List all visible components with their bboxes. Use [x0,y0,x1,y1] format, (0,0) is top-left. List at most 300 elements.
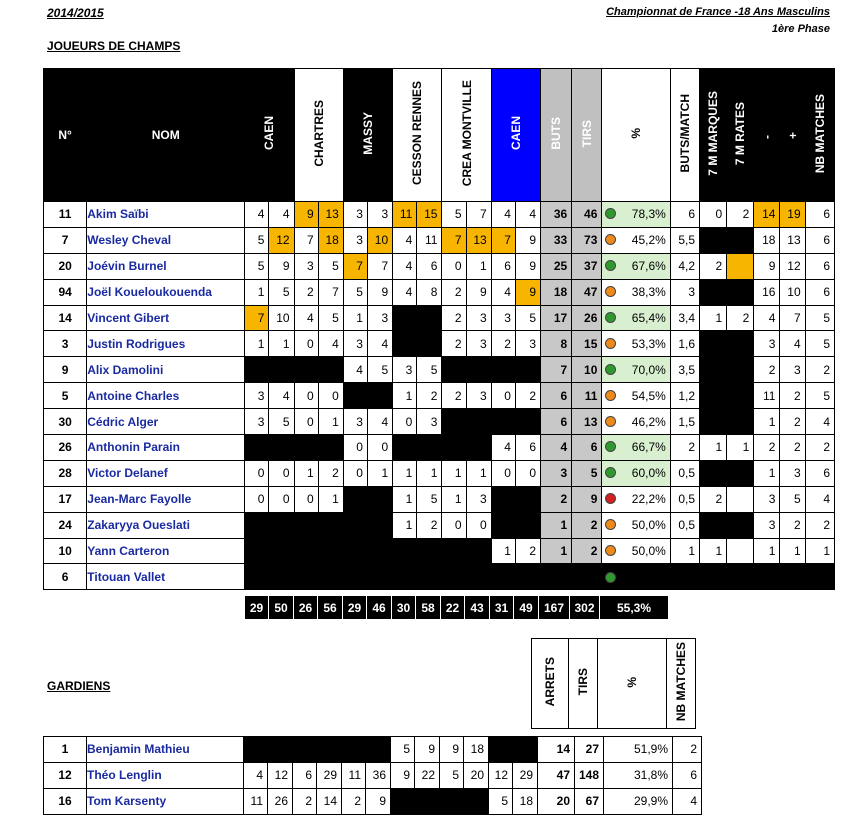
tirs-cell: 46 [572,202,602,228]
match-stat: 3 [294,253,318,279]
arrets-cell: 47 [538,762,575,788]
match-stat: 1 [343,305,367,331]
match-stat: 22 [415,762,440,788]
player-row [44,305,835,331]
col-buts: BUTS [541,69,572,202]
col-7m-rates: 7 M RATES [727,69,754,202]
match-stat: 9 [294,202,318,228]
player-number: 7 [44,227,87,253]
match-stat: 1 [442,486,466,512]
player-number: 6 [44,564,87,590]
total-cell: 29 [245,596,269,620]
match-stat: 5 [440,762,464,788]
nb-matches-cell: 2 [805,435,834,461]
player-row [44,409,835,435]
total-cell: 302 [570,596,600,620]
minus-cell: 3 [754,486,780,512]
match-stat [367,486,392,512]
7m-marques-cell [700,227,727,253]
match-stat: 1 [466,460,491,486]
orange-status-icon [605,338,616,349]
green-status-icon [605,441,616,452]
player-name: Alix Damolini [87,357,245,383]
match-stat: 9 [366,788,391,814]
match-stat [466,357,491,383]
match-stat: 7 [466,202,491,228]
tirs-cell: 6 [572,435,602,461]
phase-label: 1ère Phase [771,23,830,35]
match-stat: 0 [466,512,491,538]
match-stat [294,564,318,590]
green-status-icon [605,208,616,219]
pct-value: 50,0% [631,544,666,559]
col-7m-marques: 7 M MARQUES [700,69,727,202]
buts-match-cell: 3 [670,279,699,305]
keeper-tirs-cell: 67 [575,788,604,814]
match-stat: 0 [367,435,392,461]
match-stat: 2 [417,512,442,538]
minus-cell [754,564,780,590]
player-number: 28 [44,460,87,486]
green-status-icon [605,467,616,478]
pct-value: 45,2% [631,233,666,248]
player-number: 10 [44,538,87,564]
match-stat: 9 [515,227,540,253]
match-stat: 9 [440,737,464,763]
player-row [44,279,835,305]
buts-match-cell: 4,2 [670,253,699,279]
tirs-cell: 47 [572,279,602,305]
match-stat: 0 [269,486,294,512]
tirs-cell [572,564,602,590]
nb-matches-cell: 6 [805,253,834,279]
nb-matches-cell: 6 [805,460,834,486]
match-stat [515,512,540,538]
match-stat [269,435,294,461]
match-stat [294,357,318,383]
match-stat [417,435,442,461]
buts-cell: 8 [541,331,572,357]
match-stat: 4 [318,331,343,357]
pct-value: 65,4% [631,311,666,325]
orange-status-icon [605,234,616,245]
match-stat: 1 [367,460,392,486]
match-stat: 5 [245,227,269,253]
minus-cell: 18 [754,227,780,253]
match-stat [442,564,466,590]
match-stat [393,331,417,357]
pct-cell [602,512,670,538]
buts-match-cell [670,564,699,590]
match-stat: 5 [367,357,392,383]
7m-rates-cell: 1 [727,435,754,461]
match-stat: 15 [417,202,442,228]
pct-cell [602,253,670,279]
match-stat: 3 [343,331,367,357]
match-stat: 14 [317,788,342,814]
match-stat: 12 [268,762,293,788]
match-stat [464,788,489,814]
match-stat: 2 [294,279,318,305]
match-stat: 10 [367,227,392,253]
match-stat [367,512,392,538]
player-row [44,460,835,486]
keeper-nb-cell: 6 [673,762,702,788]
match-stat: 0 [294,409,318,435]
match-stat [343,512,367,538]
match-stat: 8 [417,279,442,305]
match-stat: 2 [491,331,515,357]
nb-matches-cell: 1 [805,538,834,564]
match-stat [442,409,466,435]
match-stat: 36 [366,762,391,788]
plus-cell: 10 [780,279,805,305]
player-name: Wesley Cheval [87,227,245,253]
buts-match-cell: 1,2 [670,383,699,409]
match-stat: 3 [466,305,491,331]
match-stat: 3 [466,383,491,409]
match-stat: 3 [367,305,392,331]
match-stat [294,538,318,564]
match-stat [343,538,367,564]
minus-cell: 3 [754,331,780,357]
plus-cell: 2 [780,435,805,461]
match-stat: 5 [318,305,343,331]
player-name: Joël Koueloukouenda [87,279,245,305]
total-cell: 26 [294,596,318,620]
player-number: 24 [44,512,87,538]
pct-cell [602,460,670,486]
match-stat [367,538,392,564]
7m-marques-cell: 2 [700,253,727,279]
match-stat [491,564,515,590]
match-stat [466,538,491,564]
match-stat [466,409,491,435]
orange-status-icon [605,519,616,530]
pct-value: 78,3% [631,207,666,222]
match-stat: 1 [318,486,343,512]
orange-status-icon [605,416,616,427]
player-row [44,227,835,253]
buts-cell: 33 [541,227,572,253]
minus-cell: 1 [754,538,780,564]
col-tirs: TIRS [572,69,602,202]
nb-matches-cell: 5 [805,331,834,357]
match-stat [491,512,515,538]
match-stat: 13 [466,227,491,253]
7m-marques-cell [700,383,727,409]
match-stat [417,564,442,590]
match-stat [466,435,491,461]
match-stat: 18 [513,788,538,814]
match-stat: 5 [391,737,415,763]
total-cell: 29 [343,596,367,620]
match-stat: 0 [515,460,540,486]
nb-matches-cell: 6 [805,202,834,228]
tirs-cell: 2 [572,512,602,538]
match-stat [318,435,343,461]
player-row [44,202,835,228]
buts-cell: 18 [541,279,572,305]
championship-title: Championnat de France -18 Ans Masculins [606,6,830,18]
player-number: 5 [44,383,87,409]
match-stat: 6 [491,253,515,279]
match-stat [269,538,294,564]
match-stat: 9 [515,279,540,305]
match-stat: 6 [293,762,317,788]
match-stat: 6 [515,435,540,461]
pct-value: 53,3% [631,336,666,351]
match-stat: 2 [515,538,540,564]
plus-cell: 12 [780,253,805,279]
nb-matches-cell [805,564,834,590]
col-team-4: CESSON RENNES [393,69,442,202]
match-stat: 4 [343,357,367,383]
totals-row [244,595,669,620]
7m-marques-cell: 1 [700,305,727,331]
plus-cell: 2 [780,383,805,409]
match-stat: 7 [367,253,392,279]
col-buts-match: BUTS/MATCH [670,69,699,202]
match-stat: 4 [393,279,417,305]
match-stat [442,357,466,383]
player-row [44,564,835,590]
player-number: 11 [44,202,87,228]
match-stat: 5 [442,202,466,228]
7m-marques-cell [700,512,727,538]
plus-cell: 1 [780,538,805,564]
7m-marques-cell [700,564,727,590]
player-row [44,512,835,538]
player-name: Justin Rodrigues [87,331,245,357]
match-stat [244,737,268,763]
match-stat: 18 [464,737,489,763]
match-stat [245,564,269,590]
match-stat [393,564,417,590]
col-pct: % [602,69,670,202]
field-players-table [43,68,835,590]
pct-value: 66,7% [631,440,666,455]
7m-rates-cell [727,486,754,512]
pct-value: 46,2% [631,414,666,429]
match-stat [269,564,294,590]
minus-cell: 9 [754,253,780,279]
match-stat: 9 [269,253,294,279]
pct-value: 54,5% [631,388,666,403]
col-keeper-pct: % [598,639,667,729]
buts-match-cell: 3,5 [670,357,699,383]
buts-match-cell: 0,5 [670,512,699,538]
tirs-cell: 13 [572,409,602,435]
total-cell: 49 [514,596,539,620]
buts-cell: 1 [541,538,572,564]
7m-rates-cell [727,331,754,357]
minus-cell: 1 [754,409,780,435]
pct-cell [602,305,670,331]
col-name: NOM [87,69,245,202]
match-stat: 1 [245,279,269,305]
match-stat [294,435,318,461]
match-stat [245,435,269,461]
match-stat: 1 [491,538,515,564]
col-plus: + [780,69,805,202]
7m-rates-cell [727,512,754,538]
plus-cell: 3 [780,460,805,486]
col-team-6: CAEN [491,69,540,202]
match-stat: 3 [466,486,491,512]
tirs-cell: 15 [572,331,602,357]
buts-match-cell: 1,5 [670,409,699,435]
match-stat: 5 [343,279,367,305]
player-name: Zakaryya Oueslati [87,512,245,538]
match-stat [268,737,293,763]
minus-cell: 3 [754,512,780,538]
match-stat: 1 [393,460,417,486]
player-number: 26 [44,435,87,461]
match-stat: 0 [245,460,269,486]
match-stat: 4 [491,279,515,305]
match-stat: 0 [269,460,294,486]
pct-cell [602,357,670,383]
7m-rates-cell: 2 [727,202,754,228]
match-stat [318,512,343,538]
match-stat: 5 [417,486,442,512]
7m-marques-cell [700,279,727,305]
buts-cell: 36 [541,202,572,228]
match-stat: 4 [269,202,294,228]
match-stat: 5 [245,253,269,279]
match-stat: 4 [515,202,540,228]
player-row [44,357,835,383]
7m-rates-cell [727,564,754,590]
match-stat: 1 [393,383,417,409]
green-status-icon [605,572,616,583]
pct-value: 70,0% [631,362,666,377]
total-cell: 58 [416,596,441,620]
match-stat: 0 [294,486,318,512]
match-stat: 11 [393,202,417,228]
pct-cell [602,383,670,409]
green-status-icon [605,260,616,271]
buts-cell: 2 [541,486,572,512]
pct-cell [602,202,670,228]
match-stat [415,788,440,814]
match-stat: 3 [343,202,367,228]
minus-cell: 11 [754,383,780,409]
nb-matches-cell: 6 [805,279,834,305]
player-row [44,253,835,279]
nb-matches-cell: 2 [805,357,834,383]
plus-cell: 2 [780,409,805,435]
7m-rates-cell: 2 [727,305,754,331]
match-stat: 5 [489,788,513,814]
match-stat [318,357,343,383]
buts-cell [541,564,572,590]
match-stat: 1 [417,460,442,486]
match-stat: 9 [391,762,415,788]
match-stat [417,305,442,331]
keeper-tirs-cell: 27 [575,737,604,763]
buts-cell: 7 [541,357,572,383]
match-stat: 2 [442,331,466,357]
match-stat [466,564,491,590]
player-name: Titouan Vallet [87,564,245,590]
match-stat: 5 [318,253,343,279]
keeper-pct-cell: 51,9% [604,737,673,763]
match-stat: 1 [294,460,318,486]
match-stat: 29 [317,762,342,788]
col-minus: - [754,69,780,202]
pct-cell [602,486,670,512]
match-stat: 4 [294,305,318,331]
keeper-name: Théo Lenglin [87,762,244,788]
tirs-cell: 37 [572,253,602,279]
keeper-name: Tom Karsenty [87,788,244,814]
match-stat [417,331,442,357]
buts-cell: 25 [541,253,572,279]
match-stat: 7 [245,305,269,331]
total-cell: 46 [367,596,392,620]
match-stat: 6 [417,253,442,279]
match-stat: 5 [417,357,442,383]
match-stat: 4 [367,409,392,435]
red-status-icon [605,493,616,504]
buts-match-cell: 0,5 [670,486,699,512]
7m-marques-cell: 0 [700,202,727,228]
tirs-cell: 10 [572,357,602,383]
player-name: Yann Carteron [87,538,245,564]
match-stat: 2 [515,383,540,409]
match-stat [440,788,464,814]
plus-cell: 3 [780,357,805,383]
nb-matches-cell: 2 [805,512,834,538]
match-stat [393,305,417,331]
pct-cell [602,435,670,461]
match-stat [318,538,343,564]
player-number: 30 [44,409,87,435]
tirs-cell: 2 [572,538,602,564]
match-stat: 4 [245,202,269,228]
match-stat: 3 [367,202,392,228]
keeper-pct-cell: 29,9% [604,788,673,814]
match-stat [393,538,417,564]
tirs-cell: 9 [572,486,602,512]
total-cell: 56 [318,596,343,620]
pct-cell [602,227,670,253]
match-stat [367,564,392,590]
arrets-cell: 14 [538,737,575,763]
match-stat [343,564,367,590]
nb-matches-cell: 5 [805,383,834,409]
match-stat: 2 [442,279,466,305]
7m-marques-cell [700,331,727,357]
col-nb-matches: NB MATCHES [805,69,834,202]
match-stat: 1 [393,486,417,512]
match-stat: 1 [466,253,491,279]
pct-value: 60,0% [631,466,666,481]
match-stat [269,512,294,538]
plus-cell: 7 [780,305,805,331]
tirs-cell: 11 [572,383,602,409]
player-name: Victor Delanef [87,460,245,486]
match-stat [515,409,540,435]
buts-cell: 6 [541,383,572,409]
keeper-nb-cell: 2 [673,737,702,763]
match-stat: 2 [318,460,343,486]
match-stat: 0 [245,486,269,512]
match-stat: 4 [393,253,417,279]
col-arrets: ARRETS [532,639,569,729]
